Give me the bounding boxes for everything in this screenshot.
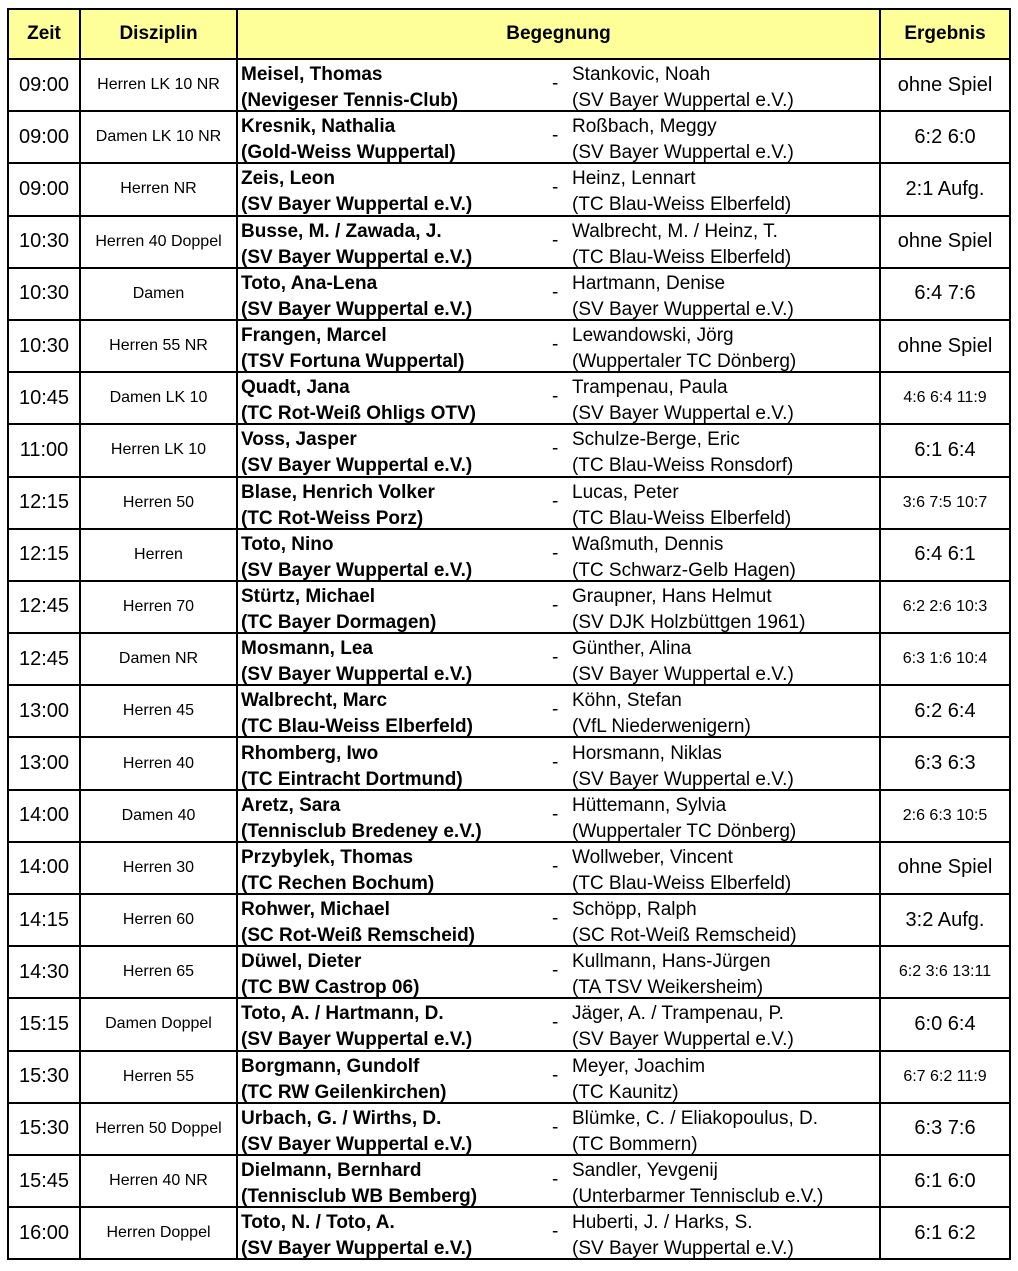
home-player-club: (Gold-Weiss Wuppertal) xyxy=(241,142,456,164)
discipline-cell: Herren NR xyxy=(80,163,237,215)
discipline-cell: Herren 55 NR xyxy=(80,320,237,372)
match-cell xyxy=(237,1103,880,1155)
discipline-cell: Damen Doppel xyxy=(80,998,237,1050)
table-row xyxy=(8,477,1010,529)
result-cell: 6:0 6:4 xyxy=(880,998,1010,1050)
match-cell xyxy=(237,737,880,789)
away-player xyxy=(572,1001,794,1053)
discipline-cell: Herren 40 NR xyxy=(80,1155,237,1207)
away-player-name: Trampenau, Paula xyxy=(572,377,728,399)
discipline-cell: Herren 45 xyxy=(80,685,237,737)
col-header-ergebnis: Ergebnis xyxy=(880,9,1010,59)
discipline-cell: Herren 50 Doppel xyxy=(80,1103,237,1155)
time-cell: 15:30 xyxy=(8,1051,80,1103)
home-player xyxy=(241,1158,477,1210)
away-player-name: Walbrecht, M. / Heinz, T. xyxy=(572,220,778,242)
home-player-club: (SV Bayer Wuppertal e.V.) xyxy=(241,559,473,581)
home-player-club: (TC BW Castrop 06) xyxy=(241,977,420,999)
away-player-name: Schöpp, Ralph xyxy=(572,899,697,921)
discipline-cell: Herren 40 Doppel xyxy=(80,216,237,268)
match-cell xyxy=(237,1155,880,1207)
table-row xyxy=(8,59,1010,111)
home-player-club: (TC Rechen Bochum) xyxy=(241,872,435,894)
home-player-club: (TC Rot-Weiß Ohligs OTV) xyxy=(241,403,477,425)
away-player-name: Köhn, Stefan xyxy=(572,690,682,712)
time-cell: 10:30 xyxy=(8,216,80,268)
table-row xyxy=(8,998,1010,1050)
table-row xyxy=(8,1207,1010,1259)
away-player xyxy=(572,741,794,793)
result-cell: ohne Spiel xyxy=(880,216,1010,268)
away-player-club: (TC Blau-Weiss Elberfeld) xyxy=(572,246,792,268)
home-player xyxy=(241,114,456,166)
home-player-club: (SV Bayer Wuppertal e.V.) xyxy=(241,455,473,477)
home-player xyxy=(241,636,472,688)
match-separator: - xyxy=(552,438,559,460)
table-row xyxy=(8,424,1010,476)
time-cell: 12:45 xyxy=(8,633,80,685)
home-player-name: Aretz, Sara xyxy=(241,794,341,816)
time-cell: 12:15 xyxy=(8,529,80,581)
home-player-name: Voss, Jasper xyxy=(241,429,357,451)
away-player xyxy=(572,427,793,479)
home-player xyxy=(241,1001,472,1053)
home-player xyxy=(241,271,472,323)
match-separator: - xyxy=(552,490,559,512)
away-player-club: (SV Bayer Wuppertal e.V.) xyxy=(572,768,794,790)
home-player xyxy=(241,375,476,427)
match-separator: - xyxy=(552,594,559,616)
away-player-club: (TC Blau-Weiss Elberfeld) xyxy=(572,872,792,894)
home-player-name: Toto, Nino xyxy=(241,533,334,555)
discipline-cell: Damen LK 10 NR xyxy=(80,111,237,163)
table-row xyxy=(8,581,1010,633)
home-player xyxy=(241,480,435,532)
match-cell xyxy=(237,633,880,685)
away-player-club: (Unterbarmer Tennisclub e.V.) xyxy=(572,1186,824,1208)
home-player-name: Mosmann, Lea xyxy=(241,638,373,660)
away-player-name: Stankovic, Noah xyxy=(572,64,711,86)
away-player-name: Horsmann, Niklas xyxy=(572,742,722,764)
match-cell xyxy=(237,946,880,998)
away-player xyxy=(572,845,791,897)
home-player-name: Kresnik, Nathalia xyxy=(241,116,396,138)
match-separator: - xyxy=(552,542,559,564)
away-player-name: Schulze-Berge, Eric xyxy=(572,429,740,451)
away-player xyxy=(572,1106,818,1158)
home-player-name: Borgmann, Gundolf xyxy=(241,1055,420,1077)
table-row xyxy=(8,320,1010,372)
away-player xyxy=(572,375,794,427)
discipline-cell: Damen 40 xyxy=(80,790,237,842)
match-separator: - xyxy=(552,177,559,199)
time-cell: 09:00 xyxy=(8,163,80,215)
away-player-name: Blümke, C. / Eliakopoulus, D. xyxy=(572,1107,819,1129)
discipline-cell: Herren LK 10 NR xyxy=(80,59,237,111)
away-player-club: (TC Blau-Weiss Elberfeld) xyxy=(572,194,792,216)
match-separator: - xyxy=(552,855,559,877)
home-player-name: Toto, A. / Hartmann, D. xyxy=(241,1003,444,1025)
discipline-cell: Herren LK 10 xyxy=(80,424,237,476)
away-player-name: Jäger, A. / Trampenau, P. xyxy=(572,1003,784,1025)
home-player xyxy=(241,793,482,845)
away-player-name: Hartmann, Denise xyxy=(572,272,726,294)
home-player-name: Przybylek, Thomas xyxy=(241,846,414,868)
home-player-name: Zeis, Leon xyxy=(241,168,335,190)
home-player-club: (SV Bayer Wuppertal e.V.) xyxy=(241,194,473,216)
discipline-cell: Herren 40 xyxy=(80,737,237,789)
schedule-table xyxy=(7,8,1011,1260)
away-player xyxy=(572,688,751,740)
match-separator: - xyxy=(552,647,559,669)
away-player xyxy=(572,323,796,375)
header-row xyxy=(8,9,1010,59)
match-separator: - xyxy=(552,1012,559,1034)
away-player xyxy=(572,584,805,636)
away-player-club: (Wuppertaler TC Dönberg) xyxy=(572,351,797,373)
home-player xyxy=(241,1054,447,1106)
discipline-cell: Herren Doppel xyxy=(80,1207,237,1259)
result-cell: 6:3 6:3 xyxy=(880,737,1010,789)
home-player xyxy=(241,1210,472,1262)
time-cell: 15:30 xyxy=(8,1103,80,1155)
table-row xyxy=(8,163,1010,215)
home-player-club: (SV Bayer Wuppertal e.V.) xyxy=(241,1029,473,1051)
home-player xyxy=(241,897,475,949)
match-separator: - xyxy=(552,699,559,721)
discipline-cell: Herren 50 xyxy=(80,477,237,529)
table-row xyxy=(8,685,1010,737)
away-player xyxy=(572,1054,705,1106)
away-player xyxy=(572,532,796,584)
away-player-club: (SV Bayer Wuppertal e.V.) xyxy=(572,1029,794,1051)
home-player-club: (TC Rot-Weiss Porz) xyxy=(241,507,424,529)
match-cell xyxy=(237,790,880,842)
discipline-cell: Herren 60 xyxy=(80,894,237,946)
time-cell: 15:15 xyxy=(8,998,80,1050)
table-row xyxy=(8,372,1010,424)
time-cell: 14:15 xyxy=(8,894,80,946)
match-cell xyxy=(237,529,880,581)
table-row xyxy=(8,946,1010,998)
time-cell: 10:30 xyxy=(8,268,80,320)
away-player-club: (TC Schwarz-Gelb Hagen) xyxy=(572,559,796,581)
match-cell xyxy=(237,894,880,946)
away-player xyxy=(572,636,794,688)
match-cell xyxy=(237,216,880,268)
table-row xyxy=(8,216,1010,268)
result-cell: 6:4 6:1 xyxy=(880,529,1010,581)
match-separator: - xyxy=(552,751,559,773)
away-player-name: Wollweber, Vincent xyxy=(572,846,733,868)
away-player-club: (SC Rot-Weiß Remscheid) xyxy=(572,925,797,947)
away-player xyxy=(572,114,794,166)
match-separator: - xyxy=(552,386,559,408)
home-player-club: (SV Bayer Wuppertal e.V.) xyxy=(241,246,473,268)
table-row xyxy=(8,1155,1010,1207)
home-player xyxy=(241,1106,472,1158)
result-cell: ohne Spiel xyxy=(880,842,1010,894)
away-player-club: (SV DJK Holzbüttgen 1961) xyxy=(572,611,806,633)
result-cell: 4:6 6:4 11:9 xyxy=(880,372,1010,424)
match-separator: - xyxy=(552,960,559,982)
home-player-name: Meisel, Thomas xyxy=(241,64,383,86)
time-cell: 09:00 xyxy=(8,59,80,111)
home-player xyxy=(241,62,458,114)
time-cell: 09:00 xyxy=(8,111,80,163)
table-row xyxy=(8,894,1010,946)
away-player xyxy=(572,271,794,323)
away-player xyxy=(572,219,791,271)
match-separator: - xyxy=(552,73,559,95)
result-cell: 6:3 1:6 10:4 xyxy=(880,633,1010,685)
home-player-name: Düwel, Dieter xyxy=(241,951,362,973)
result-cell: 6:2 3:6 13:11 xyxy=(880,946,1010,998)
away-player xyxy=(572,62,794,114)
away-player-name: Waßmuth, Dennis xyxy=(572,533,724,555)
home-player-name: Dielmann, Bernhard xyxy=(241,1160,422,1182)
match-separator: - xyxy=(552,1169,559,1191)
away-player-name: Kullmann, Hans-Jürgen xyxy=(572,951,771,973)
away-player xyxy=(572,1210,794,1262)
match-separator: - xyxy=(552,281,559,303)
result-cell: 6:3 7:6 xyxy=(880,1103,1010,1155)
time-cell: 16:00 xyxy=(8,1207,80,1259)
match-cell xyxy=(237,268,880,320)
result-cell: ohne Spiel xyxy=(880,59,1010,111)
home-player-club: (SV Bayer Wuppertal e.V.) xyxy=(241,298,473,320)
home-player-name: Busse, M. / Zawada, J. xyxy=(241,220,442,242)
away-player xyxy=(572,793,796,845)
result-cell: 3:6 7:5 10:7 xyxy=(880,477,1010,529)
away-player xyxy=(572,1158,823,1210)
away-player-name: Huberti, J. / Harks, S. xyxy=(572,1212,753,1234)
home-player-club: (SV Bayer Wuppertal e.V.) xyxy=(241,1238,473,1260)
home-player-name: Rhomberg, Iwo xyxy=(241,742,379,764)
match-cell xyxy=(237,1207,880,1259)
away-player-club: (SV Bayer Wuppertal e.V.) xyxy=(572,1238,794,1260)
away-player-club: (TC Bommern) xyxy=(572,1133,698,1155)
time-cell: 12:45 xyxy=(8,581,80,633)
time-cell: 11:00 xyxy=(8,424,80,476)
discipline-cell: Damen LK 10 xyxy=(80,372,237,424)
result-cell: 6:1 6:2 xyxy=(880,1207,1010,1259)
match-cell xyxy=(237,685,880,737)
match-cell xyxy=(237,1051,880,1103)
away-player-name: Lewandowski, Jörg xyxy=(572,325,734,347)
home-player-name: Stürtz, Michael xyxy=(241,585,376,607)
result-cell: 6:1 6:4 xyxy=(880,424,1010,476)
home-player xyxy=(241,427,472,479)
col-header-disziplin: Disziplin xyxy=(80,9,237,59)
match-separator: - xyxy=(552,1116,559,1138)
table-row xyxy=(8,529,1010,581)
result-cell: 6:4 7:6 xyxy=(880,268,1010,320)
away-player-club: (Wuppertaler TC Dönberg) xyxy=(572,820,797,842)
match-separator: - xyxy=(552,125,559,147)
match-cell xyxy=(237,163,880,215)
match-separator: - xyxy=(552,1221,559,1243)
match-cell xyxy=(237,372,880,424)
home-player xyxy=(241,688,473,740)
away-player-club: (TC Blau-Weiss Elberfeld) xyxy=(572,507,792,529)
discipline-cell: Herren 30 xyxy=(80,842,237,894)
home-player xyxy=(241,845,434,897)
home-player xyxy=(241,741,463,793)
table-row xyxy=(8,111,1010,163)
away-player-club: (SV Bayer Wuppertal e.V.) xyxy=(572,90,794,112)
time-cell: 14:00 xyxy=(8,790,80,842)
match-cell xyxy=(237,320,880,372)
table-row xyxy=(8,737,1010,789)
match-separator: - xyxy=(552,1064,559,1086)
table-row xyxy=(8,842,1010,894)
time-cell: 10:45 xyxy=(8,372,80,424)
match-cell xyxy=(237,59,880,111)
away-player xyxy=(572,480,791,532)
time-cell: 13:00 xyxy=(8,737,80,789)
away-player-club: (TA TSV Weikersheim) xyxy=(572,977,764,999)
home-player-name: Urbach, G. / Wirths, D. xyxy=(241,1107,442,1129)
result-cell: 6:2 2:6 10:3 xyxy=(880,581,1010,633)
away-player-club: (TC Kaunitz) xyxy=(572,1081,679,1103)
away-player-name: Sandler, Yevgenij xyxy=(572,1160,718,1182)
home-player-club: (TC Eintracht Dortmund) xyxy=(241,768,463,790)
result-cell: ohne Spiel xyxy=(880,320,1010,372)
home-player-name: Toto, N. / Toto, A. xyxy=(241,1212,395,1234)
table-row xyxy=(8,790,1010,842)
result-cell: 3:2 Aufg. xyxy=(880,894,1010,946)
home-player-club: (TC Blau-Weiss Elberfeld) xyxy=(241,716,473,738)
discipline-cell: Herren 70 xyxy=(80,581,237,633)
home-player-club: (Tennisclub Bredeney e.V.) xyxy=(241,820,482,842)
away-player-name: Heinz, Lennart xyxy=(572,168,696,190)
away-player xyxy=(572,166,791,218)
away-player xyxy=(572,897,797,949)
match-cell xyxy=(237,998,880,1050)
table-row xyxy=(8,633,1010,685)
home-player-club: (SC Rot-Weiß Remscheid) xyxy=(241,925,476,947)
home-player-club: (SV Bayer Wuppertal e.V.) xyxy=(241,1133,473,1155)
match-cell xyxy=(237,477,880,529)
home-player xyxy=(241,219,472,271)
home-player xyxy=(241,323,464,375)
match-separator: - xyxy=(552,229,559,251)
home-player xyxy=(241,532,472,584)
discipline-cell: Herren 55 xyxy=(80,1051,237,1103)
result-cell: 6:2 6:0 xyxy=(880,111,1010,163)
time-cell: 10:30 xyxy=(8,320,80,372)
home-player-name: Frangen, Marcel xyxy=(241,325,387,347)
col-header-begegnung: Begegnung xyxy=(237,9,880,59)
away-player-name: Lucas, Peter xyxy=(572,481,679,503)
away-player xyxy=(572,949,771,1001)
result-cell: 6:1 6:0 xyxy=(880,1155,1010,1207)
table-row xyxy=(8,1051,1010,1103)
home-player-name: Rohwer, Michael xyxy=(241,899,390,921)
away-player-club: (VfL Niederwenigern) xyxy=(572,716,751,738)
home-player-name: Blase, Henrich Volker xyxy=(241,481,435,503)
away-player-name: Günther, Alina xyxy=(572,638,692,660)
discipline-cell: Damen xyxy=(80,268,237,320)
home-player-club: (Nevigeser Tennis-Club) xyxy=(241,90,459,112)
time-cell: 15:45 xyxy=(8,1155,80,1207)
away-player-name: Roßbach, Meggy xyxy=(572,116,717,138)
discipline-cell: Herren 65 xyxy=(80,946,237,998)
away-player-name: Hüttemann, Sylvia xyxy=(572,794,727,816)
home-player-name: Quadt, Jana xyxy=(241,377,350,399)
away-player-club: (TC Blau-Weiss Ronsdorf) xyxy=(572,455,794,477)
home-player xyxy=(241,166,472,218)
match-separator: - xyxy=(552,803,559,825)
time-cell: 13:00 xyxy=(8,685,80,737)
away-player-club: (SV Bayer Wuppertal e.V.) xyxy=(572,403,794,425)
away-player-club: (SV Bayer Wuppertal e.V.) xyxy=(572,664,794,686)
result-cell: 2:1 Aufg. xyxy=(880,163,1010,215)
home-player-club: (Tennisclub WB Bemberg) xyxy=(241,1186,478,1208)
home-player-club: (TC RW Geilenkirchen) xyxy=(241,1081,447,1103)
time-cell: 14:00 xyxy=(8,842,80,894)
discipline-cell: Herren xyxy=(80,529,237,581)
home-player-club: (TSV Fortuna Wuppertal) xyxy=(241,351,465,373)
time-cell: 12:15 xyxy=(8,477,80,529)
away-player-name: Graupner, Hans Helmut xyxy=(572,585,772,607)
away-player-name: Meyer, Joachim xyxy=(572,1055,706,1077)
result-cell: 6:7 6:2 11:9 xyxy=(880,1051,1010,1103)
away-player-club: (SV Bayer Wuppertal e.V.) xyxy=(572,298,794,320)
match-cell xyxy=(237,842,880,894)
match-cell xyxy=(237,424,880,476)
home-player xyxy=(241,949,419,1001)
away-player-club: (SV Bayer Wuppertal e.V.) xyxy=(572,142,794,164)
home-player-club: (TC Bayer Dormagen) xyxy=(241,611,437,633)
table-row xyxy=(8,1103,1010,1155)
match-cell xyxy=(237,581,880,633)
result-cell: 2:6 6:3 10:5 xyxy=(880,790,1010,842)
home-player-name: Toto, Ana-Lena xyxy=(241,272,378,294)
col-header-zeit: Zeit xyxy=(8,9,80,59)
result-cell: 6:2 6:4 xyxy=(880,685,1010,737)
discipline-cell: Damen NR xyxy=(80,633,237,685)
match-cell xyxy=(237,111,880,163)
home-player-name: Walbrecht, Marc xyxy=(241,690,388,712)
home-player-club: (SV Bayer Wuppertal e.V.) xyxy=(241,664,473,686)
home-player xyxy=(241,584,436,636)
table-row xyxy=(8,268,1010,320)
match-separator: - xyxy=(552,908,559,930)
match-separator: - xyxy=(552,334,559,356)
time-cell: 14:30 xyxy=(8,946,80,998)
